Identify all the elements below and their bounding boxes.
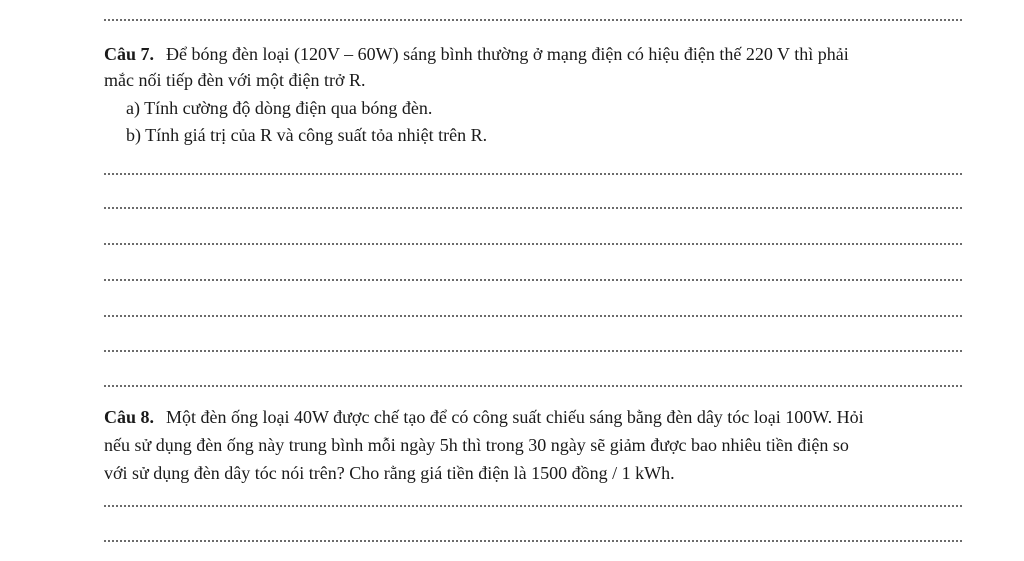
answer-line [104,173,962,175]
q8-number: Câu 8. [104,407,155,427]
answer-line [104,315,962,317]
answer-line [104,540,962,542]
q7-part-b [126,124,487,146]
q7-number: Câu 7. [104,44,155,64]
q8-line-1 [104,406,864,428]
q8-line-3 [104,462,675,484]
q8-line-2 [104,434,849,456]
answer-line [104,243,962,245]
answer-line [104,385,962,387]
answer-line [104,279,962,281]
answer-line [104,350,962,352]
q7-part-a-text: a) Tính cường độ dòng điện qua bóng đèn. [126,98,433,118]
q7-part-a [126,97,432,119]
q7-line-1 [104,43,849,65]
q7-line-2 [104,69,366,91]
q8-text-line-2: nếu sử dụng đèn ống này trung bình mỗi ngày 5h thì trong 30 ngày sẽ giảm được bao nhiêu tiền điện so [104,435,849,455]
q8-text-line-3: với sử dụng đèn dây tóc nói trên? Cho rằng giá tiền điện là 1500 đồng / 1 kWh. [104,463,675,483]
answer-line [104,19,962,21]
q7-part-b-text: b) Tính giá trị của R và công suất tỏa nhiệt trên R. [126,125,488,145]
answer-line [104,505,962,507]
answer-line [104,207,962,209]
q7-text-line-1: Để bóng đèn loại (120V – 60W) sáng bình thường ở mạng điện có hiệu điện thế 220 V thì phải [166,44,849,64]
q7-text-line-2: mắc nối tiếp đèn với một điện trở R. [104,70,366,90]
q8-text-line-1: Một đèn ống loại 40W được chế tạo để có công suất chiếu sáng bằng đèn dây tóc loại 100W. Hỏi [166,407,864,427]
